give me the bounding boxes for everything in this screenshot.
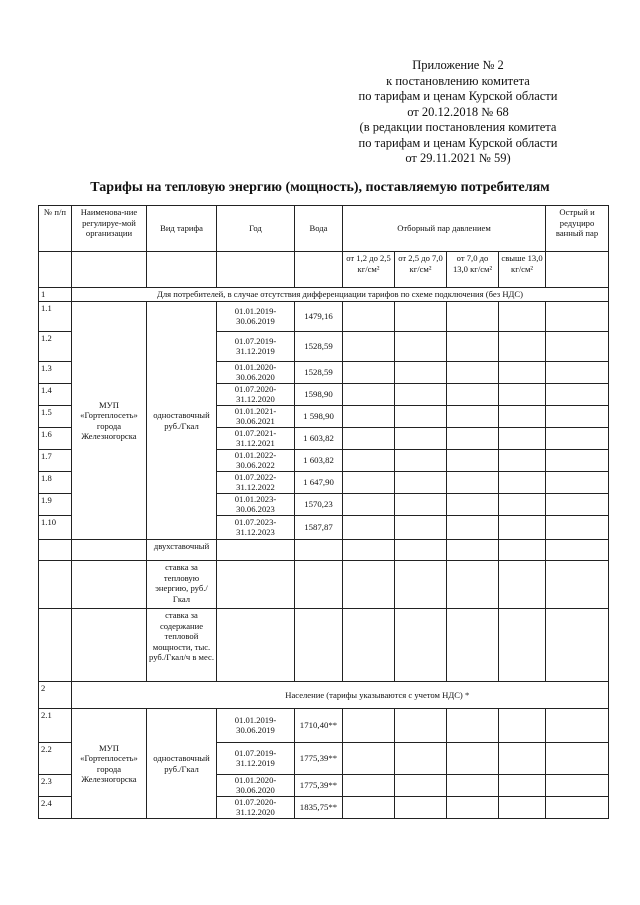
- section-num: 1: [39, 288, 72, 302]
- table-header-row: [39, 206, 609, 252]
- org-name: МУП «Гортеплосеть» города Железногорска: [72, 709, 147, 819]
- page-title: Тарифы на тепловую энергию (мощность), поставляемую потребителям: [90, 180, 550, 195]
- section-title: Население (тарифы указываются с учетом НДС) *: [147, 682, 609, 709]
- table-row: 1.3 01.01.2020-30.06.2020 1528,59: [39, 362, 609, 384]
- header-line: от 20.12.2018 № 68: [407, 104, 509, 119]
- header-line: к постановлению комитета: [386, 73, 530, 88]
- col-header-org: Наименова-ние регулируе-мой организации: [72, 206, 147, 252]
- col-header-num: № п/п: [39, 206, 72, 252]
- col-header-p2: от 2,5 до 7,0 кг/см²: [395, 252, 447, 288]
- header-line: от 29.11.2021 № 59): [405, 151, 511, 165]
- col-header-water: Вода: [295, 206, 343, 252]
- header-line: по тарифам и ценам Курской области: [358, 89, 558, 103]
- section-title: Для потребителей, в случае отсутствия дифференциации тарифов по схеме подключения (без НДС): [72, 288, 609, 302]
- col-header-steam: Отборный пар давлением: [343, 206, 546, 252]
- table-row: 2.4 01.07.2020-31.12.2020 1835,75**: [39, 797, 609, 819]
- col-header-p4: свыше 13,0 кг/см²: [499, 252, 546, 288]
- col-header-year: Год: [217, 206, 295, 252]
- table-row: [39, 561, 609, 609]
- col-header-p3: от 7,0 до 13,0 кг/см²: [447, 252, 499, 288]
- header-line: по тарифам и ценам Курской области: [358, 135, 558, 150]
- two-rate-label: двухставочный: [147, 540, 217, 561]
- table-row: 1.7 01.01.2022-30.06.2022 1 603,82: [39, 450, 609, 472]
- section-row: [39, 288, 609, 302]
- table-row: 2.2 01.07.2019-31.12.2019 1775,39**: [39, 743, 609, 775]
- table-row: 2.3 01.01.2020-30.06.2020 1775,39**: [39, 775, 609, 797]
- table-row: 1.1 МУП «Гортеплосеть» города Железногорска одноставочный руб./Гкал 01.01.2019-30.06.2019 1479,16: [39, 302, 609, 332]
- col-header-sharp: Острый и редуциро ванный пар: [546, 206, 609, 252]
- org-name: МУП «Гортеплосеть» города Железногорска: [72, 302, 147, 540]
- table-row: 1.5 01.01.2021-30.06.2021 1 598,90: [39, 406, 609, 428]
- col-header-type: Вид тарифа: [147, 206, 217, 252]
- header-line: Приложение № 2: [412, 58, 504, 72]
- table-row: [39, 609, 609, 682]
- tariff-type: одноставочный руб./Гкал: [147, 709, 217, 819]
- table-row: 2.1 МУП «Гортеплосеть» города Железногорска одноставочный руб./Гкал 01.01.2019-30.06.2019 1710,40**: [39, 709, 609, 743]
- col-header-p1: от 1,2 до 2,5 кг/см²: [343, 252, 395, 288]
- rate-power-label: ставка за содержание тепловой мощности, тыс. руб./Гкал/ч в мес.: [147, 609, 217, 682]
- document-header: [348, 58, 568, 167]
- table-row: 1.6 01.07.2021-31.12.2021 1 603,82: [39, 428, 609, 450]
- tariff-table: [38, 205, 609, 819]
- table-row: 1.10 01.07.2023-31.12.2023 1587,87: [39, 516, 609, 540]
- table-row: 1.8 01.07.2022-31.12.2022 1 647,90: [39, 472, 609, 494]
- table-subheader-row: [39, 252, 609, 288]
- table-row: 1.4 01.07.2020-31.12.2020 1598,90: [39, 384, 609, 406]
- section-row: [39, 682, 609, 709]
- table-row: [39, 540, 609, 561]
- rate-energy-label: ставка за тепловую энергию, руб./Гкал: [147, 561, 217, 609]
- header-line: (в редакции постановления комитета: [359, 120, 557, 134]
- table-row: 1.9 01.01.2023-30.06.2023 1570,23: [39, 494, 609, 516]
- section-num: 2: [39, 682, 72, 709]
- table-row: 1.2 01.07.2019-31.12.2019 1528,59: [39, 332, 609, 362]
- tariff-type: одноставочный руб./Гкал: [147, 302, 217, 540]
